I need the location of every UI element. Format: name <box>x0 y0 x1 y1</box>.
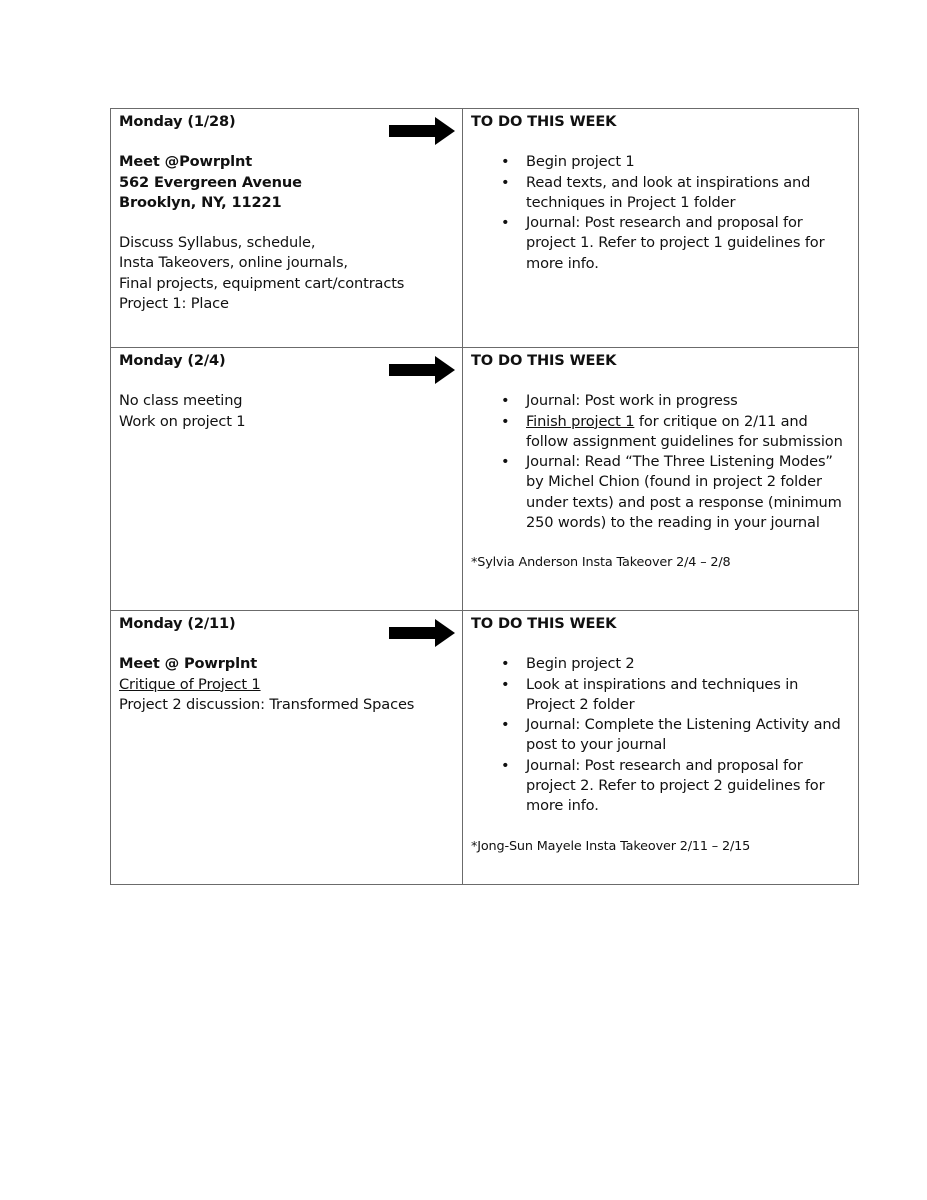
todo-cell <box>463 611 859 885</box>
session-note: Insta Takeovers, online journals, <box>119 254 348 272</box>
bullet-icon: • <box>501 153 510 171</box>
session-note: Discuss Syllabus, schedule, <box>119 234 316 252</box>
todo-item: • Read texts, and look at inspirations and techniques in Project 1 folder <box>501 173 811 211</box>
todo-item: • Begin project 1 <box>471 152 850 172</box>
todo-heading: TO DO THIS WEEK <box>471 352 617 369</box>
todo-item: • Journal: Post research and proposal for project 2. Refer to project 2 guidelines for more info. <box>501 756 825 815</box>
day-heading: Monday (1/28) <box>119 113 236 130</box>
address-street: 562 Evergreen Avenue <box>119 173 302 191</box>
right-arrow-icon <box>389 117 455 145</box>
todo-item: • Finish project 1 for critique on 2/11 and follow assignment guidelines for submission <box>501 412 843 450</box>
session-note: Project 2 discussion: Transformed Spaces <box>119 695 415 713</box>
bullet-icon: • <box>501 655 510 673</box>
todo-item: • Journal: Complete the Listening Activity and post to your journal <box>501 716 841 754</box>
session-cell <box>111 348 463 611</box>
bullet-icon: • <box>501 675 510 693</box>
meeting-location: Meet @ Powrplnt <box>119 655 258 673</box>
meeting-location: Meet @Powrplnt <box>119 153 253 171</box>
underlined-task: Finish project 1 <box>526 412 635 430</box>
todo-cell <box>463 109 859 348</box>
day-heading: Monday (2/11) <box>119 615 236 632</box>
right-arrow-icon <box>389 619 455 647</box>
schedule-row-week-3 <box>111 611 859 885</box>
weekly-schedule-table <box>110 108 859 885</box>
address-city: Brooklyn, NY, 11221 <box>119 193 282 211</box>
todo-cell <box>463 348 859 611</box>
todo-heading: TO DO THIS WEEK <box>471 113 617 130</box>
session-cell <box>111 611 463 885</box>
session-note: No class meeting <box>119 392 243 410</box>
insta-takeover-note: *Sylvia Anderson Insta Takeover 2/4 – 2/8 <box>471 555 731 571</box>
bullet-icon: • <box>501 392 510 410</box>
schedule-row-week-2 <box>111 348 859 611</box>
todo-list <box>471 654 850 816</box>
bullet-icon: • <box>501 756 510 774</box>
todo-list <box>471 152 850 274</box>
bullet-icon: • <box>501 173 510 191</box>
session-note: Work on project 1 <box>119 412 246 430</box>
bullet-icon: • <box>501 412 510 430</box>
todo-item: • Look at inspirations and techniques in Project 2 folder <box>501 675 799 713</box>
todo-heading: TO DO THIS WEEK <box>471 615 617 632</box>
bullet-icon: • <box>501 716 510 734</box>
bullet-icon: • <box>501 453 510 471</box>
session-cell <box>111 109 463 348</box>
bullet-icon: • <box>501 214 510 232</box>
todo-item: • Journal: Post research and proposal for project 1. Refer to project 1 guidelines for more info. <box>501 214 825 272</box>
todo-list <box>471 391 850 533</box>
insta-takeover-note: *Jong-Sun Mayele Insta Takeover 2/11 – 2/15 <box>471 838 751 854</box>
todo-item: • Journal: Read “The Three Listening Modes” by Michel Chion (found in project 2 folder under texts) and post a response (minimum 250 words) to the reading in your journal <box>501 453 842 532</box>
schedule-row-week-1 <box>111 109 859 348</box>
session-note: Project 1: Place <box>119 295 229 313</box>
day-heading: Monday (2/4) <box>119 352 226 369</box>
right-arrow-icon <box>389 356 455 384</box>
todo-item: • Begin project 2 <box>471 654 850 674</box>
session-note: Final projects, equipment cart/contracts <box>119 274 405 292</box>
critique-line: Critique of Project 1 <box>119 675 261 693</box>
todo-item: • Journal: Post work in progress <box>471 391 850 411</box>
